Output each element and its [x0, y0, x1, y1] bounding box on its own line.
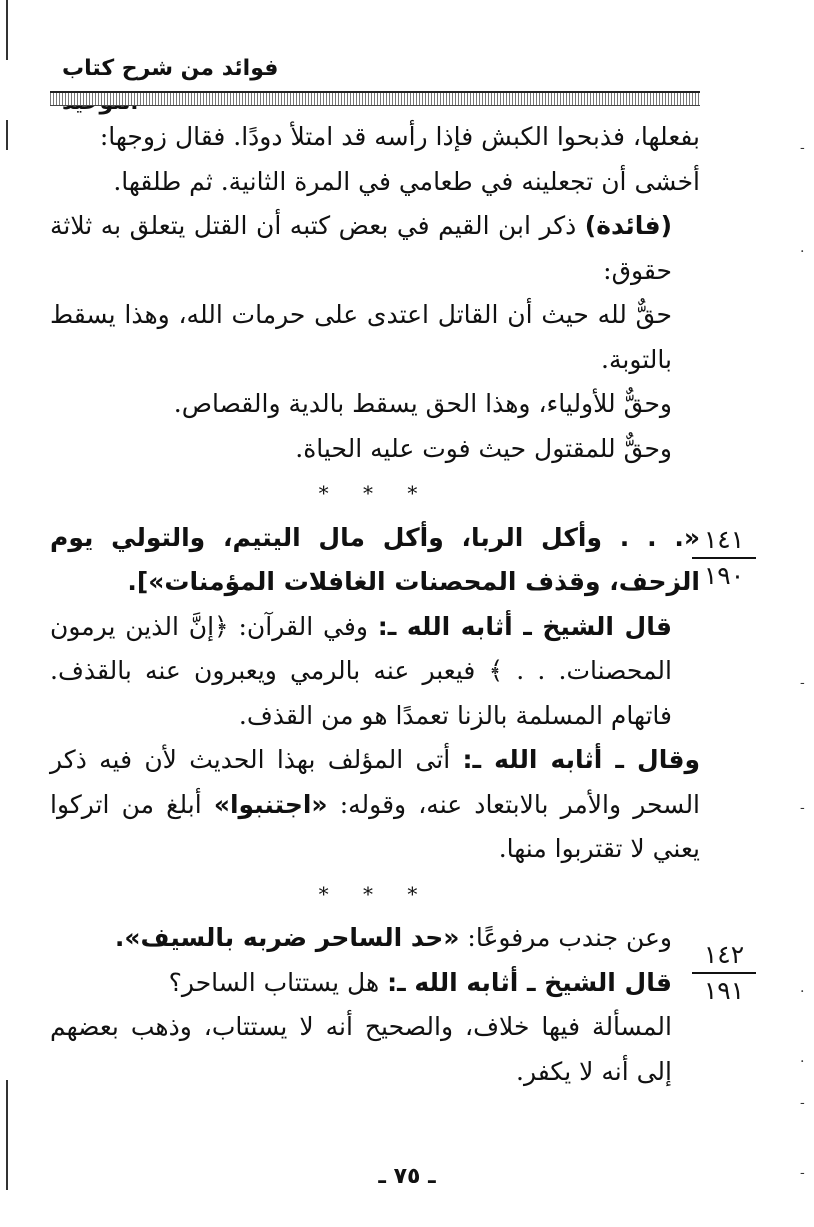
scan-edge-line [6, 120, 8, 150]
faida-paragraph [50, 204, 700, 293]
margin-mark: - [800, 1165, 805, 1181]
paragraph-line: بفعلها، فذبحوا الكبش فإذا رأسه قد امتلأ دودًا. فقال زوجها: [99, 122, 700, 151]
haqq-third: وحقٌّ للمقتول حيث فوت عليه الحياة. [295, 433, 672, 463]
running-header-title: فوائد من شرح كتاب [62, 56, 279, 81]
margin-mark: - [800, 675, 805, 691]
wqal-text-end: أبلغ من اتركوا يعني لا تقتربوا منها. [50, 789, 700, 863]
hadith-number-top: ١٤١ [692, 525, 756, 559]
section-separator: * * * [318, 481, 432, 505]
sheikh-question: هل يستتاب الساحر؟ [168, 967, 388, 997]
faida-text: ذكر ابن القيم في بعض كتبه أن القتل يتعلق به ثلاثة حقوق: [50, 211, 672, 285]
page-body [50, 115, 700, 1094]
haqq-first: حقٌّ لله حيث أن القاتل اعتدى على حرمات الله، وهذا يسقط بالتوبة. [50, 300, 672, 374]
scan-edge-line [6, 0, 8, 60]
margin-mark: . [800, 1050, 805, 1066]
sheikh-label: قال الشيخ ـ أثابه الله ـ: [377, 611, 673, 641]
faida-label: (فائدة) [584, 211, 672, 240]
hadith-number-141 [692, 525, 756, 591]
wqal-quote: «اجتنبوا» [213, 789, 328, 819]
wqal-label: وقال ـ أثابه الله ـ: [462, 745, 700, 774]
sheikh-comment-text: وفي القرآن: ﴿إنَّ الذين يرمون المحصنات. . . ﴾ فيعبر عنه بالرمي ويعبرون عنه بالقذف. فاتهام المسلمة بالزنا تعمدًا هو من القذف. [50, 611, 672, 730]
header-rule [50, 91, 700, 106]
section-separator: * * * [318, 881, 432, 906]
wqal-text: أتى المؤلف بهذا الحديث لأن فيه ذكر السحر والأمر بالابتعاد عنه، وقوله: [50, 745, 701, 819]
scan-edge-line [6, 1080, 8, 1190]
sheikh-label: قال الشيخ ـ أثابه الله ـ: [387, 967, 672, 997]
hadith-142-line [50, 916, 700, 961]
hadith-number-top: ١٤٢ [692, 940, 756, 974]
margin-mark: - [800, 800, 805, 816]
hadith-number-bottom: ١٩١ [703, 976, 745, 1005]
hadith-number-142 [692, 940, 756, 1006]
sheikh-comment-141 [50, 605, 700, 739]
final-paragraph: المسألة فيها خلاف، والصحيح أنه لا يستتاب، وذهب بعضهم إلى أنه لا يكفر. [50, 1012, 672, 1086]
haqq-second: وحقٌّ للأولياء، وهذا الحق يسقط بالدية والقصاص. [173, 389, 672, 418]
paragraph-line: أخشى أن تجعلينه في طعامي في المرة الثانية. ثم طلقها. [113, 166, 700, 196]
hadith-number-bottom: ١٩٠ [703, 561, 745, 590]
margin-mark: . [800, 980, 805, 996]
sheikh-comment-142 [50, 961, 700, 1006]
margin-mark: - [800, 1095, 805, 1111]
hadith-142-intro: وعن جندب مرفوعًا: [459, 923, 672, 952]
hadith-141-text: «. . . وأكل الربا، وأكل مال اليتيم، والتولي يوم الزحف، وقذف المحصنات الغافلات المؤمنات»]. [50, 522, 700, 596]
margin-mark: . [800, 240, 805, 256]
margin-mark: - [800, 140, 805, 156]
wqal-paragraph [50, 738, 700, 872]
page-number: ـ ٧٥ ـ [378, 1164, 436, 1189]
hadith-142-text: «حد الساحر ضربه بالسيف». [114, 923, 460, 952]
